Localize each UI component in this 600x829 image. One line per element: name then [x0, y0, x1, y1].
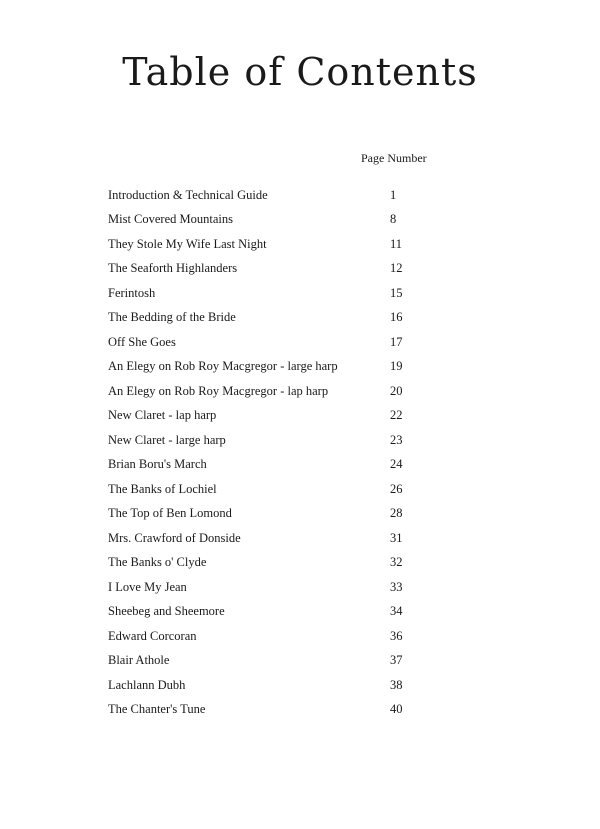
toc-entry-title: Introduction & Technical Guide [108, 187, 268, 202]
toc-entry-title: New Claret - lap harp [108, 408, 217, 423]
toc-entry-title: Blair Athole [108, 653, 170, 668]
toc-entry [108, 477, 438, 502]
toc-entry-title: The Banks of Lochiel [108, 481, 217, 496]
toc-entry-page: 37 [390, 653, 403, 668]
toc-entry-title: The Chanter's Tune [108, 702, 206, 717]
toc-entry-page: 26 [390, 481, 403, 496]
toc-entry-title: I Love My Jean [108, 579, 187, 594]
toc-entry [108, 428, 438, 453]
toc-entry-page: 16 [390, 310, 403, 325]
toc-entry [108, 698, 438, 723]
toc-entry-title: Off She Goes [108, 334, 176, 349]
toc-entry-title: Brian Boru's March [108, 457, 207, 472]
toc-entry [108, 551, 438, 576]
toc-entry [108, 624, 438, 649]
toc-entry-page: 19 [390, 359, 403, 374]
toc-entry-title: An Elegy on Rob Roy Macgregor - large harp [108, 359, 338, 374]
toc-entry [108, 404, 438, 429]
toc-entry-title: Mist Covered Mountains [108, 212, 233, 227]
toc-entry-page: 38 [390, 677, 403, 692]
toc-entry-page: 40 [390, 702, 403, 717]
toc-entry [108, 673, 438, 698]
toc-entry-title: An Elegy on Rob Roy Macgregor - lap harp [108, 383, 329, 398]
toc-entry-title: The Seaforth Highlanders [108, 261, 238, 276]
toc-entry [108, 208, 438, 233]
toc-entry [108, 330, 438, 355]
toc-entry-title: Lachlann Dubh [108, 677, 186, 692]
toc-entry [108, 183, 438, 208]
toc-entry-page: 31 [390, 530, 403, 545]
toc-entry-page: 8 [390, 212, 397, 227]
toc-entry-page: 11 [390, 236, 403, 251]
toc-entry-page: 17 [390, 334, 403, 349]
toc-entry [108, 306, 438, 331]
toc-entry-page: 1 [390, 187, 397, 202]
toc-entry-title: The Top of Ben Lomond [108, 506, 232, 521]
toc-entry [108, 502, 438, 527]
toc-entry-page: 12 [390, 261, 403, 276]
toc-entry [108, 379, 438, 404]
toc-entry-page: 28 [390, 506, 403, 521]
toc-entry-page: 34 [390, 604, 403, 619]
toc-entry [108, 600, 438, 625]
toc-entry-title: Ferintosh [108, 285, 156, 300]
toc-entry-title: The Bedding of the Bride [108, 310, 236, 325]
toc-entry-page: 22 [390, 408, 403, 423]
toc-entry-title: Edward Corcoran [108, 628, 197, 643]
toc-entry [108, 453, 438, 478]
toc-entry [108, 355, 438, 380]
toc-entry [108, 526, 438, 551]
toc-entry-title: Mrs. Crawford of Donside [108, 530, 241, 545]
toc-entry-page: 33 [390, 579, 403, 594]
toc-entry-page: 32 [390, 555, 403, 570]
toc-entry-title: Sheebeg and Sheemore [108, 604, 225, 619]
page-title: Table of Contents [122, 50, 478, 94]
page-number-column-header: Page Number [361, 151, 427, 165]
toc-entry [108, 257, 438, 282]
toc-entry-title: They Stole My Wife Last Night [108, 236, 267, 251]
toc-entry-title: The Banks o' Clyde [108, 555, 207, 570]
toc-entry-page: 24 [390, 457, 403, 472]
toc-entry [108, 649, 438, 674]
toc-entry-page: 36 [390, 628, 403, 643]
toc-entry-page: 23 [390, 432, 403, 447]
toc-entry-title: New Claret - large harp [108, 432, 226, 447]
toc-entry-page: 20 [390, 383, 403, 398]
toc-entry [108, 232, 438, 257]
toc-entry-page: 15 [390, 285, 403, 300]
toc-entry [108, 281, 438, 306]
toc-list [108, 183, 438, 722]
toc-entry [108, 575, 438, 600]
